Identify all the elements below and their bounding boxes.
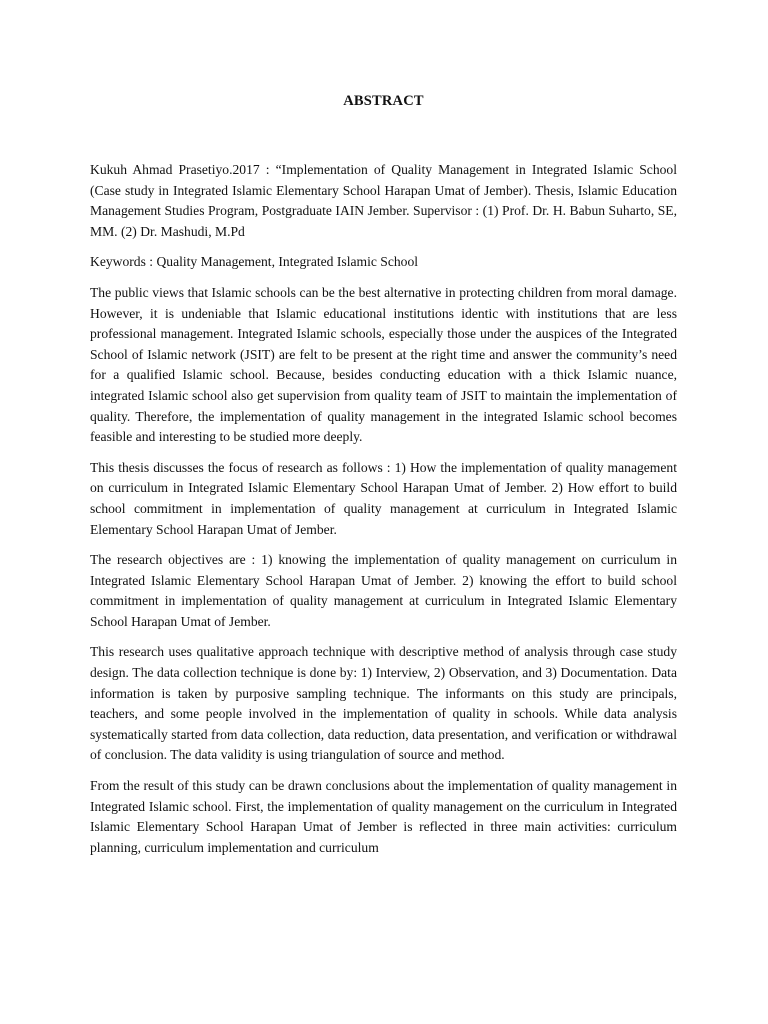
- body-paragraph-1: The public views that Islamic schools can be the best alternative in protecting children from moral damage. However, it is undeniable that Islamic educational institutions identic with institutions that are less professional management. Integrated Islamic schools, especially those under the auspices of the Integrated School of Islamic network (JSIT) are felt to be present at the right time and answer the community’s need for a qualified Islamic school. Because, besides conducting education with a thick Islamic nuance, integrated Islamic school also get supervision from quality team of JSIT to maintain the implementation of quality. Therefore, the implementation of quality management in the integrated Islamic school becomes feasible and interesting to be studied more deeply.: [90, 284, 677, 445]
- body-paragraph-5: From the result of this study can be drawn conclusions about the implementation of quality management in Integrated Islamic school. First, the implementation of quality management on the curriculum in Integrated Islamic Elementary School Harapan Umat of Jember is reflected in three main activities: curriculum planning, curriculum implementation and curriculum: [90, 778, 677, 855]
- body-paragraph-2: This thesis discusses the focus of research as follows : 1) How the implementation of quality management on curriculum in Integrated Islamic Elementary School Harapan Umat of Jember. 2) How effort to build school commitment in implementation of quality management at curriculum in Integrated Islamic Elementary School Harapan Umat of Jember.: [90, 459, 677, 537]
- body-paragraph-3: The research objectives are : 1) knowing the implementation of quality management on curriculum in Integrated Islamic Elementary School Harapan Umat of Jember. 2) knowing the effort to build school commitment in implementation of quality management at curriculum in Integrated Islamic Elementary School Harapan Umat of Jember.: [90, 552, 677, 629]
- keywords-line: Keywords : Quality Management, Integrated Islamic School: [90, 254, 419, 270]
- body-paragraph-4: This research uses qualitative approach technique with descriptive method of analysis through case study design. The data collection technique is done by: 1) Interview, 2) Observation, and 3) Documentation. Data information is taken by purposive sampling technique. The informants on this study are principals, teachers, and some people involved in the implementation of quality in schools. While data analysis systematically started from data collection, data reduction, data presentation, and verification or withdrawal of conclusion. The data validity is using triangulation of source and method.: [90, 644, 677, 763]
- citation-paragraph: Kukuh Ahmad Prasetiyo.2017 : “Implementation of Quality Management in Integrated Islamic School (Case study in Integrated Islamic Elementary School Harapan Umat of Jember). Thesis, Islamic Education Management Studies Program, Postgraduate IAIN Jember. Supervisor : (1) Prof. Dr. H. Babun Suharto, SE, MM. (2) Dr. Mashudi, M.Pd: [90, 162, 677, 239]
- abstract-title: ABSTRACT: [343, 93, 424, 109]
- abstract-body: [90, 160, 677, 868]
